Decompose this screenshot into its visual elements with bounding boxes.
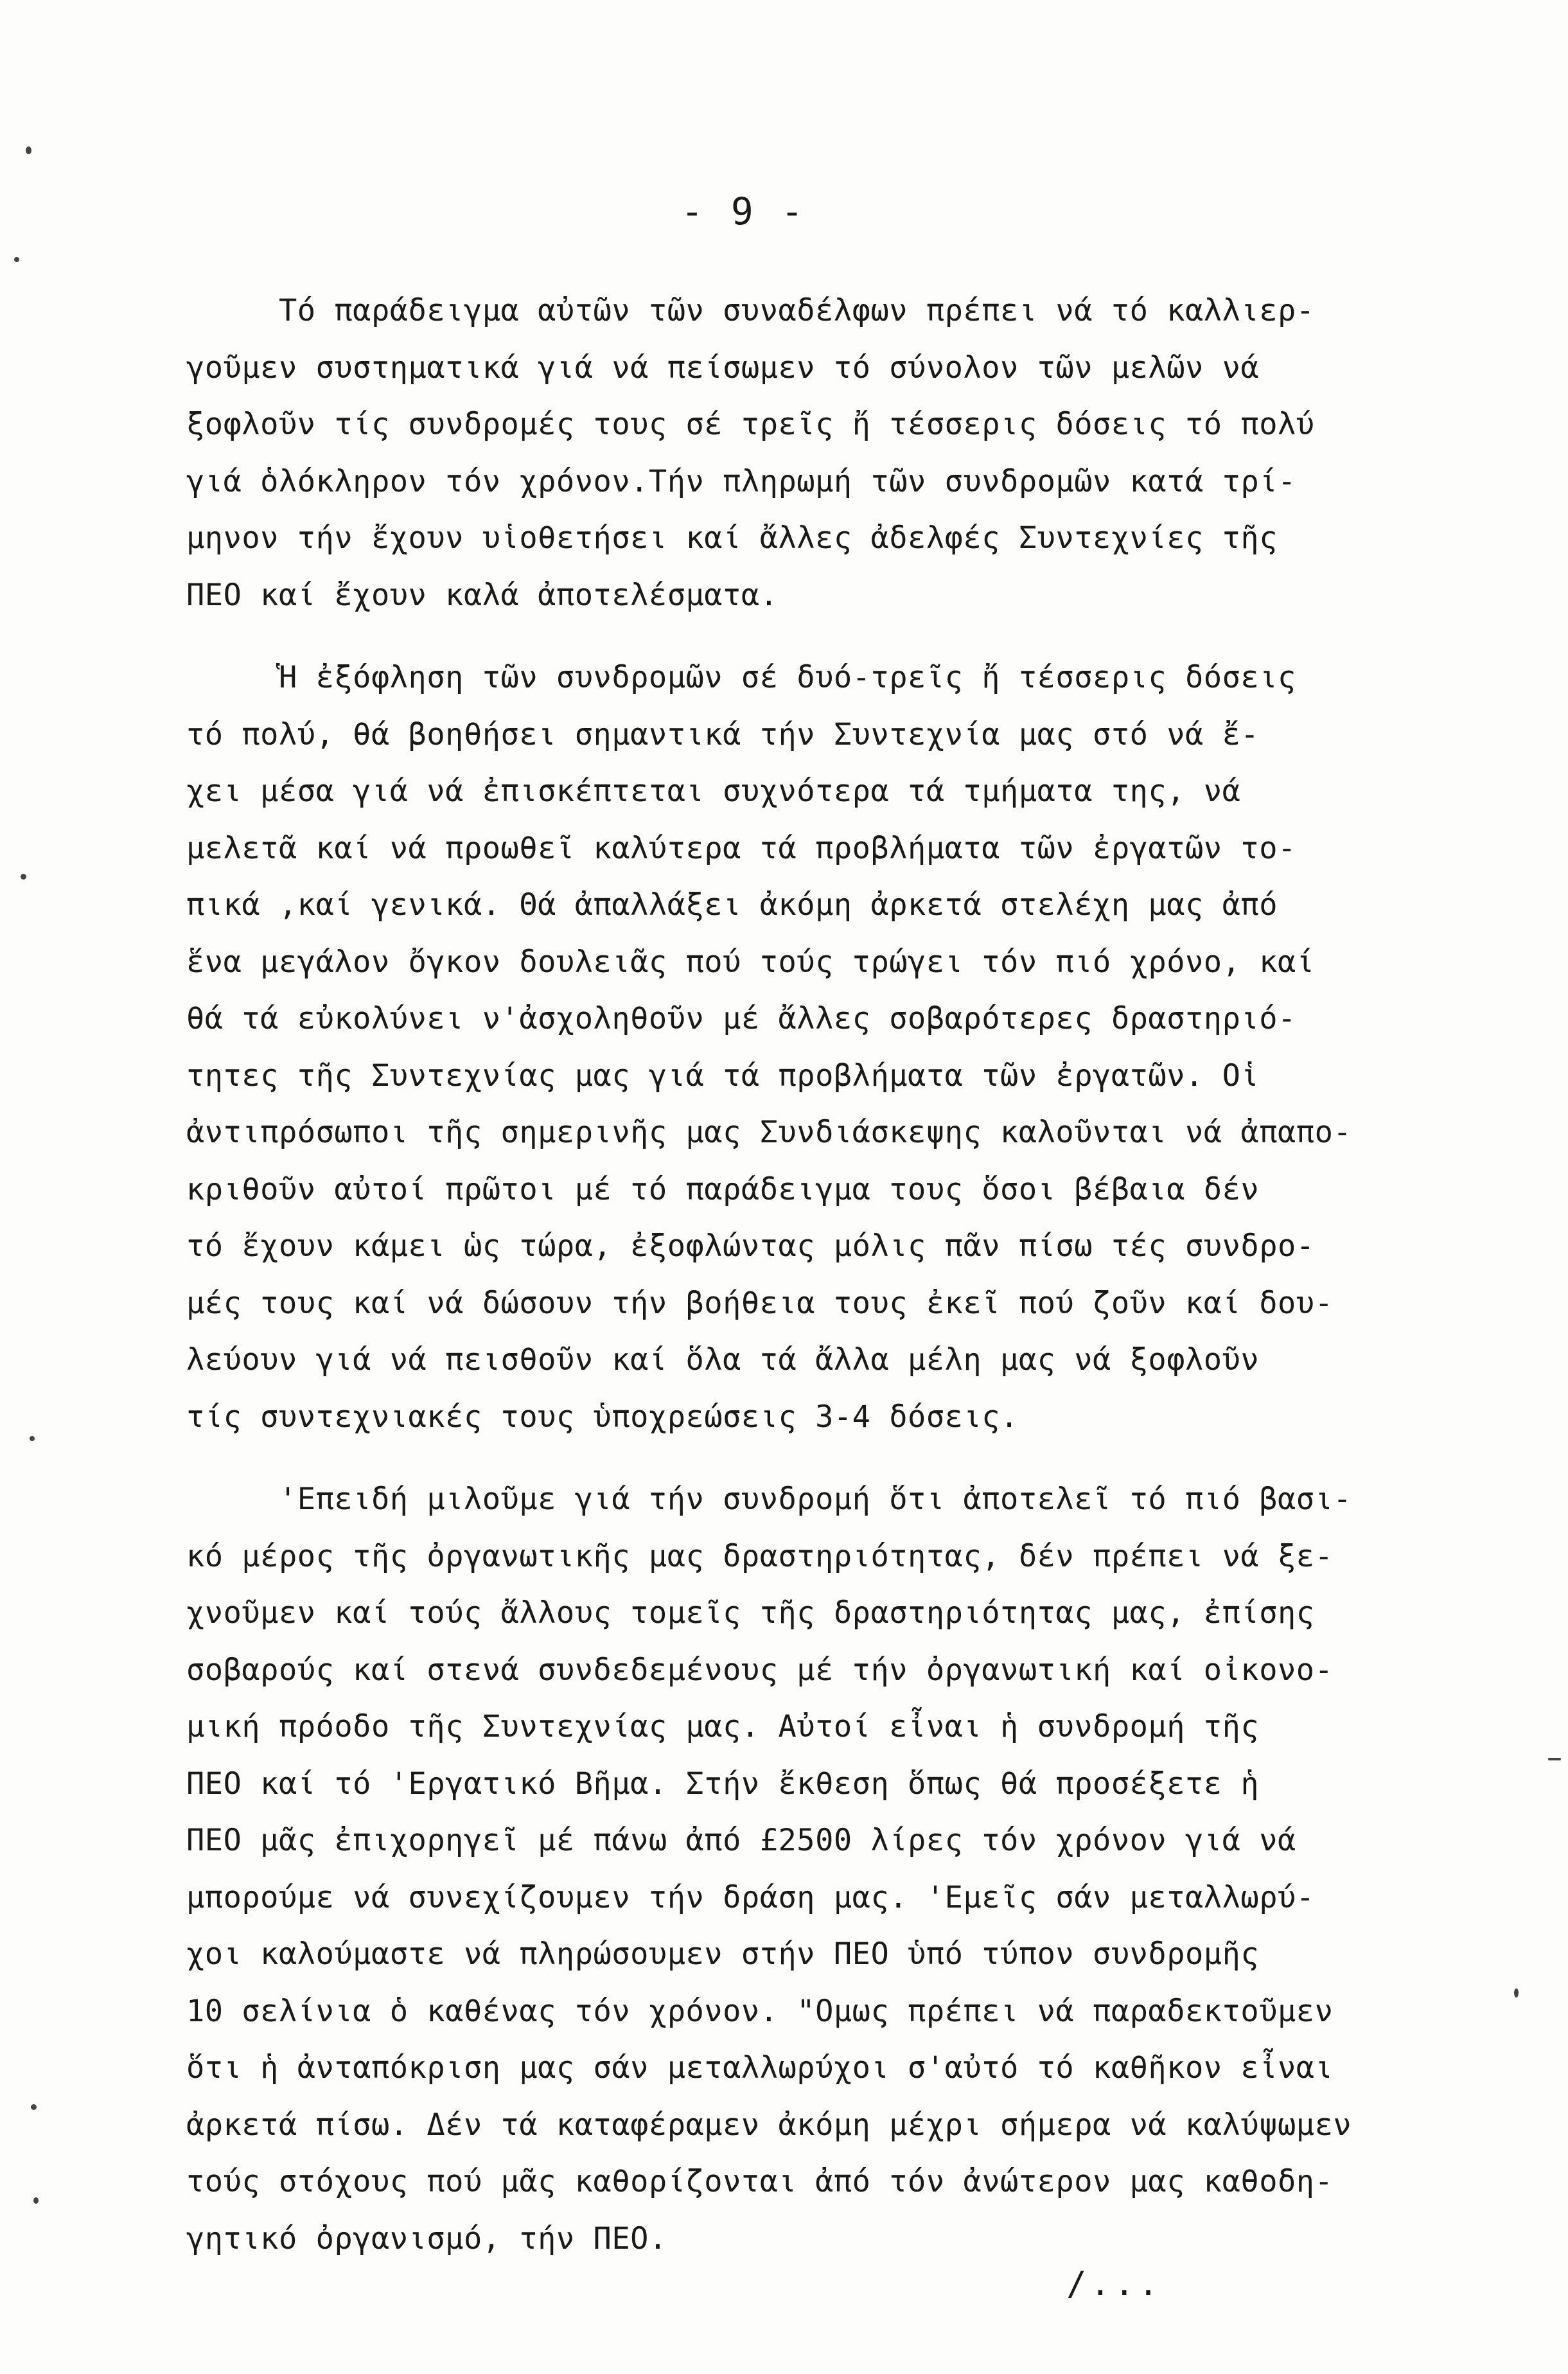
- text-line: μπορούμε νά συνεχίζουμεν τήν δράση μας. 'Εμεῖς σάν μεταλλωρύ-: [186, 1879, 1315, 1915]
- text-line: μική πρόοδο τῆς Συντεχνίας μας. Αὐτοί εἶναι ἡ συνδρομή τῆς: [186, 1709, 1260, 1744]
- text-line: ἀρκετά πίσω. Δέν τά καταφέραμεν ἀκόμη μέχρι σήμερα νά καλύψωμεν: [186, 2107, 1352, 2143]
- text-line: λεύουν γιά νά πεισθοῦν καί ὅλα τά ἄλλα μέλη μας νά ξοφλοῦν: [186, 1342, 1260, 1377]
- text-line: γητικό ὀργανισμό, τήν ΠΕΟ.: [186, 2220, 667, 2256]
- scan-speck: [1514, 1989, 1519, 1998]
- text-line: πικά ,καί γενικά. Θά ἀπαλλάξει ἀκόμη ἀρκετά στελέχη μας ἀπό: [186, 887, 1278, 923]
- continuation-mark: /...: [1066, 2265, 1163, 2303]
- paragraph-gap: [186, 1446, 1445, 1471]
- text-line: τό ἔχουν κάμει ὡς τώρα, ἐξοφλώντας μόλις πᾶν πίσω τές συνδρο-: [186, 1228, 1315, 1264]
- paragraph-2: [186, 650, 1445, 1446]
- text-line: σοβαρούς καί στενά συνδεδεμένους μέ τήν ὀργανωτική καί οἰκονο-: [186, 1652, 1334, 1688]
- text-line: ΠΕΟ καί ἔχουν καλά ἀποτελέσματα.: [186, 577, 779, 613]
- text-line: ΠΕΟ καί τό 'Εργατικό Βῆμα. Στήν ἔκθεση ὅπως θά προσέξετε ἡ: [186, 1766, 1260, 1802]
- text-line: Ἡ ἐξόφληση τῶν συνδρομῶν σέ δυό-τρεῖς ἤ τέσσερις δόσεις: [186, 660, 1296, 695]
- text-line: 'Επειδή μιλοῦμε γιά τήν συνδρομή ὅτι ἀποτελεῖ τό πιό βασι-: [186, 1482, 1352, 1517]
- text-line: μές τους καί νά δώσουν τήν βοήθεια τους ἐκεῖ πού ζοῦν καί δου-: [186, 1285, 1334, 1321]
- text-line: κό μέρος τῆς ὀργανωτικῆς μας δραστηριότητας, δέν πρέπει νά ξε-: [186, 1538, 1334, 1574]
- paragraph-3: [186, 1471, 1445, 2267]
- text-line: Τό παράδειγμα αὐτῶν τῶν συναδέλφων πρέπει νά τό καλλιερ-: [186, 293, 1315, 328]
- text-line: τούς στόχους πού μᾶς καθορίζονται ἀπό τόν ἀνώτερον μας καθοδη-: [186, 2164, 1334, 2199]
- text-line: τητες τῆς Συντεχνίας μας γιά τά προβλήματα τῶν ἐργατῶν. Οἱ: [186, 1058, 1260, 1094]
- text-line: ἕνα μεγάλον ὄγκον δουλειᾶς πού τούς τρώγει τόν πιό χρόνο, καί: [186, 944, 1315, 980]
- scan-speck: [14, 257, 19, 262]
- text-line: ἀντιπρόσωποι τῆς σημερινῆς μας Συνδιάσκεψης καλοῦνται νά ἀπαπο-: [186, 1115, 1352, 1150]
- text-line: μηνον τήν ἔχουν υἱοθετήσει καί ἄλλες ἀδελφές Συντεχνίες τῆς: [186, 520, 1278, 556]
- scan-speck: [21, 874, 26, 880]
- text-line: ξοφλοῦν τίς συνδρομές τους σέ τρεῖς ἤ τέσσερις δόσεις τό πολύ: [186, 407, 1315, 442]
- text-line: χνοῦμεν καί τούς ἄλλους τομεῖς τῆς δραστηριότητας μας, ἐπίσης: [186, 1595, 1315, 1631]
- text-line: τό πολύ, θά βοηθήσει σημαντικά τήν Συντεχνία μας στό νά ἔ-: [186, 716, 1260, 752]
- text-line: μελετᾶ καί νά προωθεῖ καλύτερα τά προβλήματα τῶν ἐργατῶν το-: [186, 830, 1296, 866]
- text-line: γιά ὁλόκληρον τόν χρόνον.Τήν πληρωμή τῶν συνδρομῶν κατά τρί-: [186, 463, 1296, 499]
- paragraph-1: [186, 283, 1445, 624]
- letter-body: [186, 283, 1445, 2267]
- text-line: χοι καλούμαστε νά πληρώσουμεν στήν ΠΕΟ ὑπό τύπον συνδρομῆς: [186, 1936, 1260, 1972]
- scan-speck: [1548, 1758, 1561, 1760]
- text-line: χει μέσα γιά νά ἐπισκέπτεται συχνότερα τά τμήματα της, νά: [186, 774, 1241, 809]
- scan-speck: [31, 2104, 37, 2110]
- text-line: 10 σελίνια ὁ καθένας τόν χρόνον. "Ομως πρέπει νά παραδεκτοῦμεν: [186, 1993, 1334, 2029]
- text-line: τίς συντεχνιακές τους ὑποχρεώσεις 3-4 δόσεις.: [186, 1399, 1019, 1435]
- scan-speck: [26, 146, 31, 154]
- page-number: - 9 -: [681, 190, 806, 233]
- text-line: γοῦμεν συστηματικά γιά νά πείσωμεν τό σύνολον τῶν μελῶν νά: [186, 350, 1260, 385]
- scan-speck: [33, 2197, 39, 2204]
- paragraph-gap: [186, 624, 1445, 650]
- text-line: θά τά εὐκολύνει ν'ἀσχοληθοῦν μέ ἄλλες σοβαρότερες δραστηριό-: [186, 1001, 1296, 1036]
- text-line: ΠΕΟ μᾶς ἐπιχορηγεῖ μέ πάνω ἀπό £2500 λίρες τόν χρόνον γιά νά: [186, 1823, 1296, 1858]
- text-line: κριθοῦν αὐτοί πρῶτοι μέ τό παράδειγμα τους ὅσοι βέβαια δέν: [186, 1171, 1260, 1207]
- scan-speck: [30, 1436, 35, 1441]
- text-line: ὅτι ἡ ἀνταπόκριση μας σάν μεταλλωρύχοι σ'αὐτό τό καθῆκον εἶναι: [186, 2050, 1334, 2086]
